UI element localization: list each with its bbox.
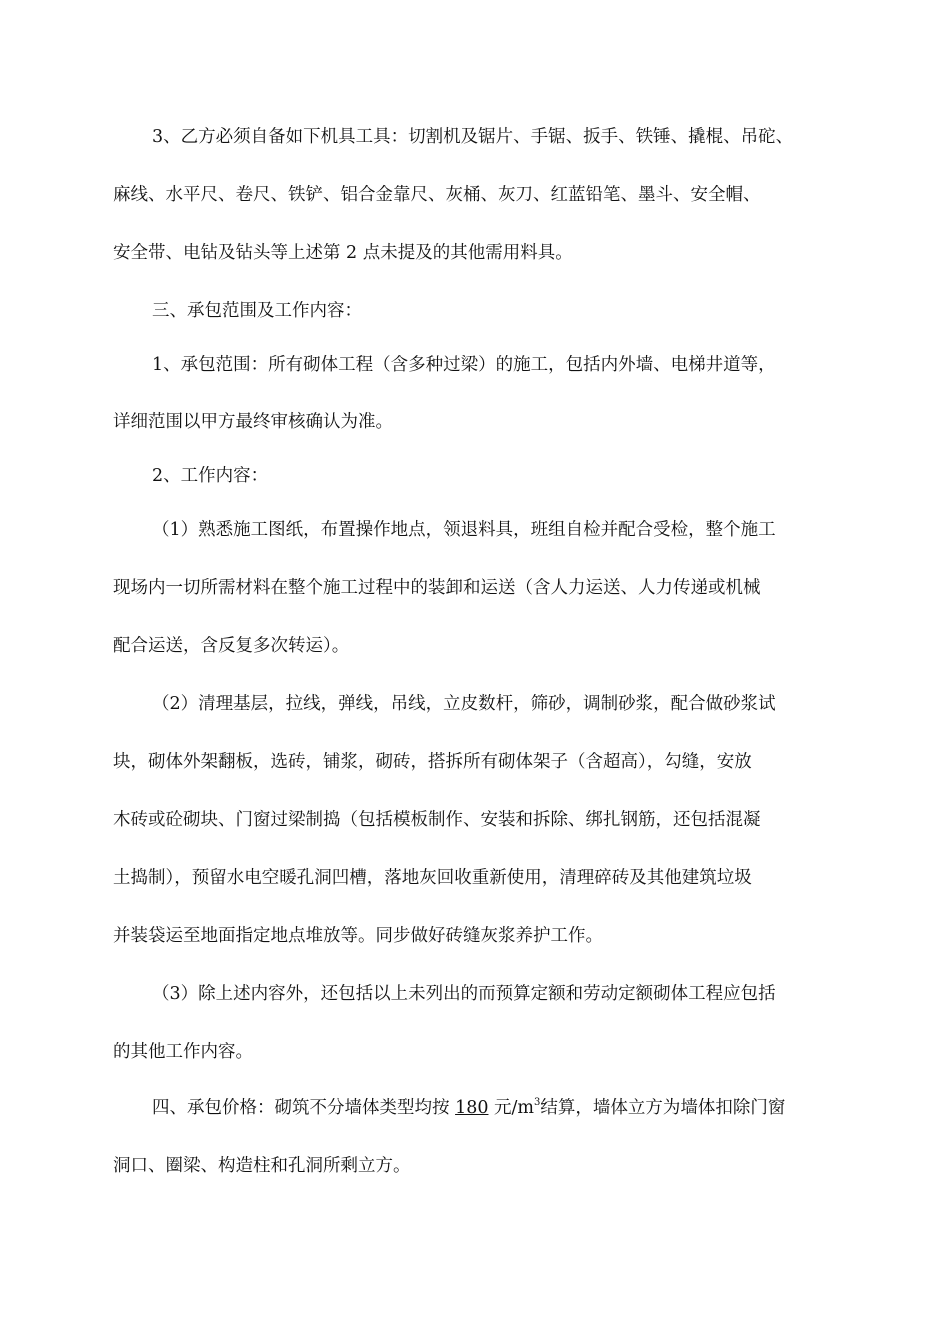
section-heading: 三、承包范围及工作内容： [152, 301, 362, 321]
price-unit-superscript: 3 [534, 1097, 541, 1108]
paragraph-line: 土捣制），预留水电空暖孔洞凹槽，落地灰回收重新使用，清理碎砖及其他建筑垃圾 [113, 868, 752, 888]
price-line-prefix: 四、承包价格：砌筑不分墙体类型均按 [152, 1098, 456, 1118]
paragraph-line: 木砖或砼砌块、门窗过梁制捣（包括模板制作、安装和拆除、绑扎钢筋，还包括混凝 [113, 810, 761, 830]
paragraph-line: 的其他工作内容。 [113, 1042, 253, 1062]
paragraph-line: 并装袋运至地面指定地点堆放等。同步做好砖缝灰浆养护工作。 [113, 926, 603, 946]
price-value: 180 [455, 1098, 489, 1118]
subsection-heading: 2、工作内容： [152, 466, 269, 486]
paragraph-line: （1）熟悉施工图纸，布置操作地点，领退料具，班组自检并配合受检，整个施工 [152, 520, 776, 540]
paragraph-line: 安全带、电钻及钻头等上述第 2 点未提及的其他需用料具。 [113, 243, 573, 263]
paragraph-line: 现场内一切所需材料在整个施工过程中的装卸和运送（含人力运送、人力传递或机械 [113, 578, 761, 598]
paragraph-line: （2）清理基层，拉线，弹线，吊线，立皮数杆，筛砂，调制砂浆，配合做砂浆试 [152, 694, 776, 714]
paragraph-line: 配合运送，含反复多次转运）。 [113, 636, 350, 656]
paragraph-line: 麻线、水平尺、卷尺、铁铲、铝合金靠尺、灰桶、灰刀、红蓝铅笔、墨斗、安全帽、 [113, 185, 761, 205]
paragraph-line: 1、承包范围：所有砌体工程（含多种过梁）的施工，包括内外墙、电梯井道等， [152, 355, 776, 375]
paragraph-line: 块，砌体外架翻板，选砖，铺浆，砌砖，搭拆所有砌体架子（含超高），勾缝，安放 [113, 752, 752, 772]
paragraph-line: 洞口、圈梁、构造柱和孔洞所剩立方。 [113, 1156, 411, 1176]
price-line [152, 1096, 850, 1120]
paragraph-line: （3）除上述内容外，还包括以上未列出的而预算定额和劳动定额砌体工程应包括 [152, 984, 776, 1004]
price-unit: 元/m [488, 1098, 535, 1118]
paragraph-line: 详细范围以甲方最终审核确认为准。 [113, 412, 393, 432]
paragraph-line: 3、乙方必须自备如下机具工具：切割机及锯片、手锯、扳手、铁锤、撬棍、吊砣、 [152, 127, 794, 147]
price-line-suffix: 结算，墙体立方为墙体扣除门窗 [540, 1098, 786, 1118]
